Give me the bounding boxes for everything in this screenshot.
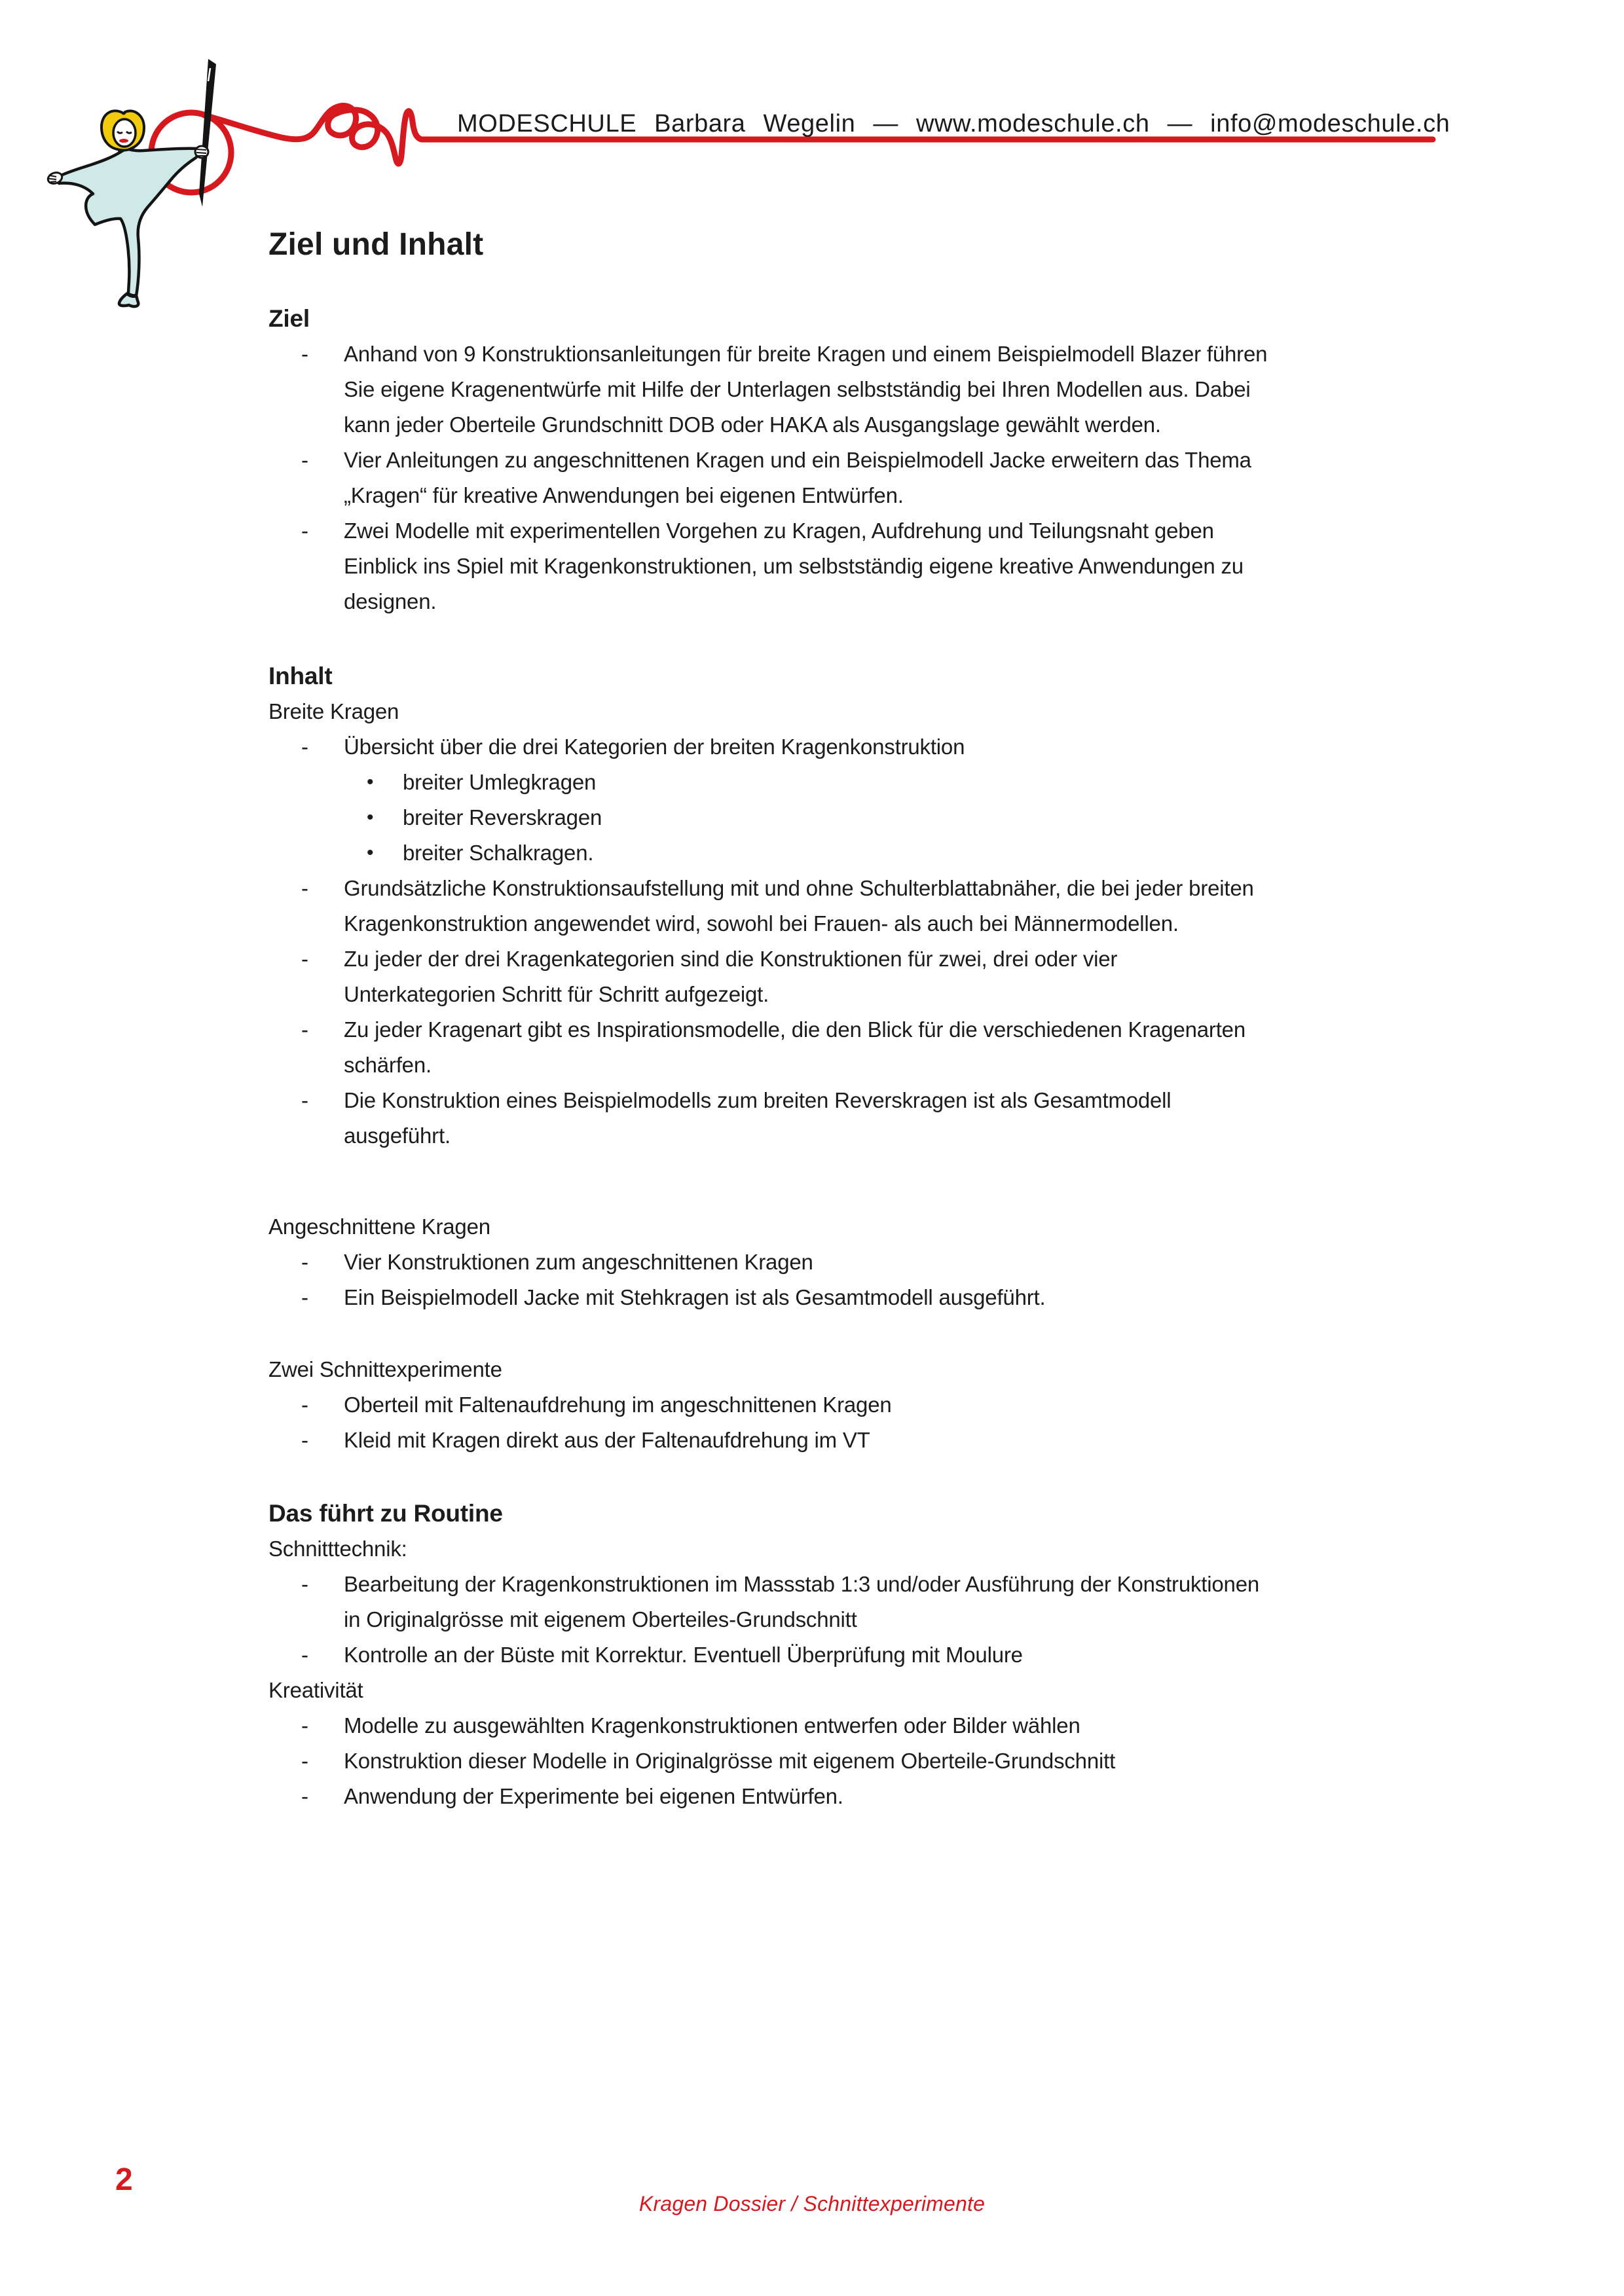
- bullet-item: [268, 1743, 1447, 1779]
- website-url: www.modeschule.ch: [915, 110, 1150, 137]
- owner-last-name: Wegelin: [763, 110, 856, 137]
- dash-marker: -: [301, 735, 308, 759]
- dash-marker: -: [301, 876, 308, 900]
- dash-marker: -: [301, 1017, 308, 1042]
- dot-marker: •: [367, 771, 374, 793]
- section-heading-ziel: Ziel: [268, 305, 310, 332]
- separator-dash: —: [1167, 110, 1193, 137]
- bullet-text: Kleid mit Kragen direkt aus der Faltenaufdrehung im VT: [344, 1428, 870, 1452]
- bullet-item: [268, 337, 1447, 443]
- subheading-kreativitaet: Kreativität: [268, 1678, 363, 1702]
- dash-marker: -: [301, 1572, 308, 1596]
- bullet-text: Kontrolle an der Büste mit Korrektur. Eventuell Überprüfung mit Moulure: [344, 1643, 1023, 1667]
- bullet-text: Bearbeitung der Kragenkonstruktionen im Massstab 1:3 und/oder Ausführung der Konstruktionen in Originalgrösse mit eigenem Oberteiles-Grundschnitt: [344, 1572, 1260, 1631]
- dash-marker: -: [301, 1250, 308, 1274]
- bullet-item: [268, 1012, 1447, 1083]
- page-number: 2: [115, 2162, 133, 2197]
- bullet-text: Oberteil mit Faltenaufdrehung im angeschnittenen Kragen: [344, 1393, 892, 1417]
- figure-dress: [59, 149, 198, 306]
- bullet-text: Anhand von 9 Konstruktionsanleitungen für breite Kragen und einem Beispielmodell Blazer führen Sie eigene Kragenentwürfe mit Hilfe der Unterlagen selbstständig bei Ihren Modellen aus. Dabei kann jeder Oberteile Grundschnitt DOB oder HAKA als Ausgangslage gewählt werden.: [344, 342, 1268, 437]
- sub-bullet-item: [268, 800, 1447, 835]
- dot-marker: •: [367, 807, 374, 828]
- owner-first-name: Barbara: [654, 110, 746, 137]
- dash-marker: -: [301, 1749, 308, 1773]
- sub-bullet-text: breiter Schalkragen.: [403, 841, 594, 865]
- bullet-text: Ein Beispielmodell Jacke mit Stehkragen ist als Gesamtmodell ausgeführt.: [344, 1285, 1046, 1309]
- section-heading-inhalt: Inhalt: [268, 663, 333, 689]
- document-body: [268, 225, 1447, 1814]
- sub-bullet-text: breiter Umlegkragen: [403, 770, 597, 794]
- separator-dash: —: [873, 110, 898, 137]
- dash-marker: -: [301, 1784, 308, 1808]
- dash-marker: -: [301, 519, 308, 543]
- bullet-item: [268, 1245, 1447, 1280]
- bullet-text: Anwendung der Experimente bei eigenen Entwürfen.: [344, 1784, 843, 1808]
- bullet-item: [268, 1387, 1447, 1423]
- brand-name: MODESCHULE: [457, 110, 637, 137]
- subheading-schnittexperimente: Zwei Schnittexperimente: [268, 1357, 502, 1381]
- header-contact-line: [457, 110, 1450, 138]
- dash-marker: -: [301, 1393, 308, 1417]
- bullet-text: Zwei Modelle mit experimentellen Vorgehen zu Kragen, Aufdrehung und Teilungsnaht geben Einblick ins Spiel mit Kragenkonstruktionen, um selbstständig eigene kreative Anwendungen zu designen.: [344, 519, 1244, 613]
- bullet-text: Konstruktion dieser Modelle in Originalgrösse mit eigenem Oberteile-Grundschnitt: [344, 1749, 1116, 1773]
- dash-marker: -: [301, 1285, 308, 1309]
- bullet-text: Vier Anleitungen zu angeschnittenen Kragen und ein Beispielmodell Jacke erweitern das Thema „Kragen“ für kreative Anwendungen bei eigenen Entwürfen.: [344, 448, 1251, 507]
- bullet-item: [268, 1423, 1447, 1458]
- subheading-schnitttechnik: Schnitttechnik:: [268, 1537, 407, 1561]
- bullet-text: Zu jeder der drei Kragenkategorien sind die Konstruktionen für zwei, drei oder vier Unterkategorien Schritt für Schritt aufgezeigt.: [344, 947, 1118, 1006]
- bullet-item: [268, 1083, 1447, 1154]
- dash-marker: -: [301, 1713, 308, 1738]
- bullet-text: Die Konstruktion eines Beispielmodells zum breiten Reverskragen ist als Gesamtmodell ausgeführt.: [344, 1088, 1172, 1148]
- bullet-item: [268, 1708, 1447, 1743]
- bullet-item: [268, 1637, 1447, 1673]
- bullet-item: [268, 941, 1447, 1012]
- bullet-item: [268, 1280, 1447, 1315]
- lips-icon: [119, 139, 128, 143]
- figure-right-hand: [195, 146, 208, 158]
- bullet-text: Zu jeder Kragenart gibt es Inspirationsmodelle, die den Blick für die verschiedenen Kragenarten schärfen.: [344, 1017, 1246, 1077]
- sub-bullet-item: [268, 835, 1447, 871]
- page-title: Ziel und Inhalt: [268, 227, 484, 262]
- dash-marker: -: [301, 1088, 308, 1112]
- bullet-item: [268, 1567, 1447, 1637]
- dot-marker: •: [367, 842, 374, 864]
- dash-marker: -: [301, 1428, 308, 1452]
- bullet-text: Modelle zu ausgewählten Kragenkonstruktionen entwerfen oder Bilder wählen: [344, 1713, 1080, 1738]
- section-heading-routine: Das führt zu Routine: [268, 1500, 503, 1527]
- sub-bullet-item: [268, 765, 1447, 800]
- sub-bullet-text: breiter Reverskragen: [403, 805, 602, 829]
- bullet-item: [268, 729, 1447, 765]
- email-address: info@modeschule.ch: [1210, 110, 1450, 137]
- bullet-item: [268, 443, 1447, 513]
- bullet-text: Grundsätzliche Konstruktionsaufstellung mit und ohne Schulterblattabnäher, die bei jeder breiten Kragenkonstruktion angewendet wird, sowohl bei Frauen- als auch bei Männermodellen.: [344, 876, 1254, 936]
- subheading-breite-kragen: Breite Kragen: [268, 699, 399, 723]
- footer-document-title: Kragen Dossier / Schnittexperimente: [638, 2192, 986, 2215]
- dash-marker: -: [301, 1643, 308, 1667]
- bullet-item: [268, 513, 1447, 619]
- subheading-angeschnittene-kragen: Angeschnittene Kragen: [268, 1214, 490, 1239]
- bullet-item: [268, 1779, 1447, 1814]
- bullet-item: [268, 871, 1447, 941]
- bullet-text: Vier Konstruktionen zum angeschnittenen Kragen: [344, 1250, 813, 1274]
- dash-marker: -: [301, 947, 308, 971]
- dash-marker: -: [301, 448, 308, 472]
- bullet-text: Übersicht über die drei Kategorien der breiten Kragenkonstruktion: [344, 735, 965, 759]
- dash-marker: -: [301, 342, 308, 366]
